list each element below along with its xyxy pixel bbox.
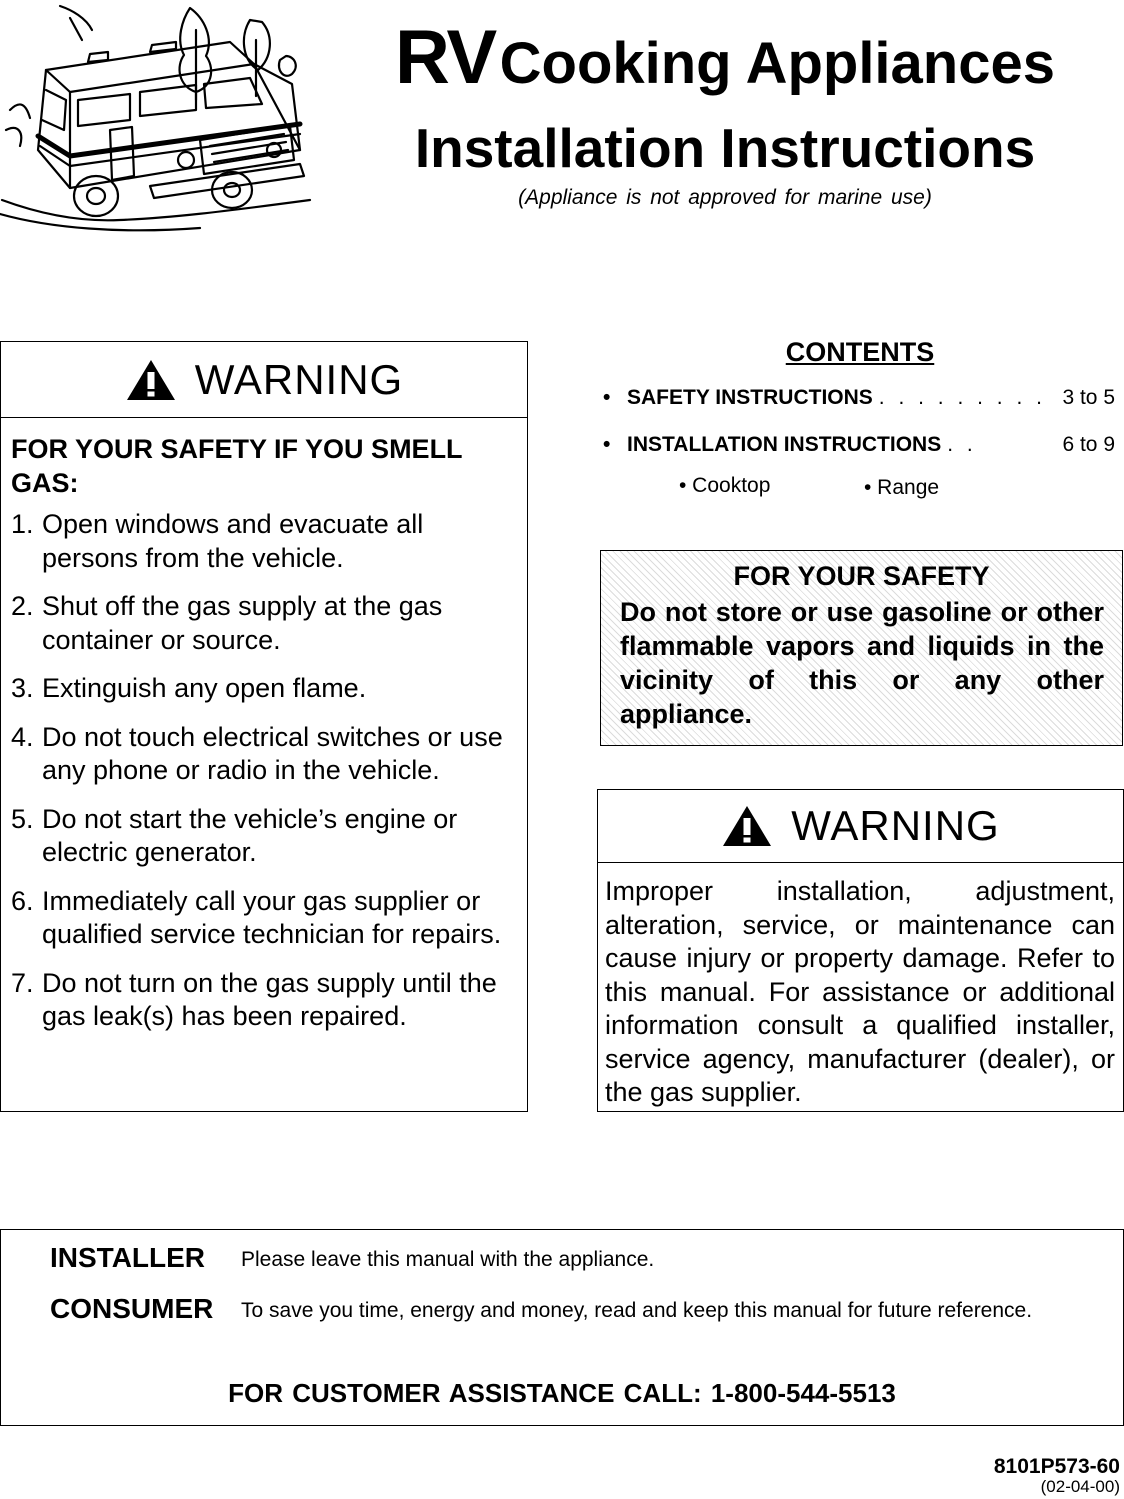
warning-header — [598, 790, 1123, 863]
document-subtitle: Installation Instructions — [414, 117, 1036, 179]
toc-item-safety: • SAFETY INSTRUCTIONS . . . . . . . . . 3 to 5 — [603, 386, 1115, 409]
flammable-safety-box — [600, 550, 1123, 746]
customer-assistance-line: FOR CUSTOMER ASSISTANCE CALL: 1-800-544-5513 — [228, 1378, 896, 1408]
list-item: 6. Immediately call your gas supplier or qualified service technician for repairs. — [11, 885, 502, 949]
list-item: 1. Open windows and evacuate all persons from the vehicle. — [11, 509, 424, 573]
warning-text: Improper installation, adjustment, alteration, service, or maintenance can cause injury or property damage. Refer to this manual. For assistance or additional information consult a qualified installer, service agency, manufacturer (dealer), or the gas supplier. — [605, 876, 1115, 1107]
safety-text: Do not store or use gasoline or other flammable vapors and liquids in the vicinity of this or any other appliance. — [620, 597, 1104, 729]
title-rest: Cooking Appliances — [499, 31, 1056, 96]
list-item: 7. Do not turn on the gas supply until the gas leak(s) has been repaired. — [11, 967, 497, 1031]
motorhome-illustration — [0, 0, 320, 235]
installation-warning-box — [597, 789, 1124, 1112]
consumer-text: To save you time, energy and money, read and keep this manual for future reference. — [241, 1299, 1033, 1322]
safety-heading: FOR YOUR SAFETY — [733, 561, 990, 591]
part-number: 8101P573-60 — [993, 1455, 1120, 1478]
warning-label: WARNING — [791, 802, 1000, 849]
document-title — [330, 14, 1120, 101]
contents-heading: CONTENTS — [785, 337, 935, 367]
toc-item-installation: • INSTALLATION INSTRUCTIONS . . 6 to 9 — [603, 433, 1115, 456]
list-item: 5. Do not start the vehicle’s engine or electric generator. — [11, 803, 458, 867]
toc-subitem-range: • Range — [864, 476, 940, 499]
marine-use-note: (Appliance is not approved for marine use) — [518, 186, 932, 209]
list-item: 2. Shut off the gas supply at the gas container or source. — [11, 591, 443, 655]
part-date: (02-04-00) — [1040, 1477, 1120, 1496]
gas-smell-warning-box — [0, 341, 528, 1112]
warning-triangle-icon — [125, 358, 177, 402]
list-item: 4. Do not touch electrical switches or use any phone or radio in the vehicle. — [11, 721, 503, 785]
safety-steps — [11, 508, 517, 1034]
installer-label: INSTALLER — [50, 1242, 206, 1273]
title-rv: RV — [394, 15, 496, 100]
consumer-label: CONSUMER — [50, 1293, 214, 1324]
warning-label: WARNING — [194, 355, 404, 403]
installer-text: Please leave this manual with the appliance. — [241, 1248, 655, 1271]
list-item: 3. Extinguish any open flame. — [11, 673, 367, 703]
warning-header — [1, 342, 527, 418]
toc-subitem-cooktop: • Cooktop — [679, 474, 771, 497]
warning-lead: FOR YOUR SAFETY IF YOU SMELL GAS: — [11, 434, 463, 498]
warning-triangle-icon — [721, 804, 773, 848]
